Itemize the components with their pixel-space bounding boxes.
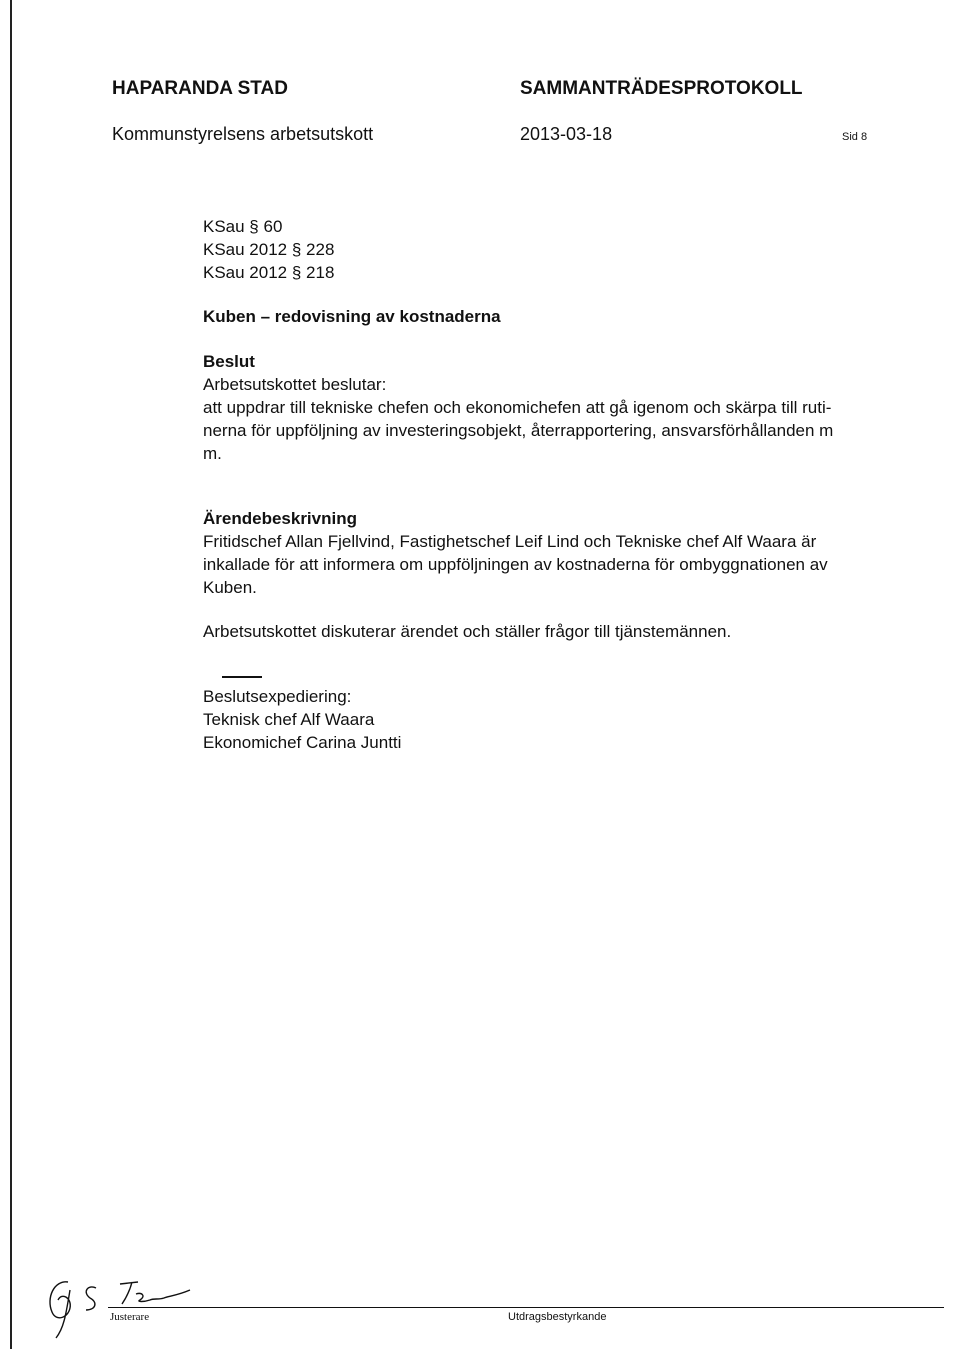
document-title: Kuben – redovisning av kostnaderna [203,307,501,326]
description-line-3: Kuben. [203,578,257,597]
description-line-1: Fritidschef Allan Fjellvind, Fastighetschef Leif Lind och Tekniske chef Alf Waara är [203,532,817,551]
discussion-text: Arbetsutskottet diskuterar ärendet och ställer frågor till tjänstemännen. [203,622,732,641]
reference-3: KSau 2012 § 218 [203,263,335,282]
utdragsbestyrkande-label: Utdragsbestyrkande [508,1311,607,1323]
decision-heading: Beslut [203,352,255,371]
description-heading: Ärendebeskrivning [203,509,357,528]
decision-line-3: m. [203,444,222,463]
organization-name: HAPARANDA STAD [112,78,288,99]
committee-name: Kommunstyrelsens arbetsutskott [112,124,374,144]
page-number: Sid 8 [842,131,868,143]
distribution-recipient-1: Teknisk chef Alf Waara [203,710,375,729]
decision-line-1: att uppdrar till tekniske chefen och ekonomichefen att gå igenom och skärpa till ruti- [203,398,832,417]
footer-rule [108,1307,944,1308]
justerare-label: Justerare [110,1311,150,1323]
section-divider [222,676,262,678]
document-type: SAMMANTRÄDESPROTOKOLL [520,78,803,99]
decision-intro: Arbetsutskottet beslutar: [203,375,387,394]
decision-line-2: nerna för uppföljning av investeringsobjekt, återrapportering, ansvarsförhållanden m [203,421,834,440]
reference-1: KSau § 60 [203,217,283,236]
distribution-heading: Beslutsexpediering: [203,687,352,706]
page-left-border [10,0,12,1349]
distribution-recipient-2: Ekonomichef Carina Juntti [203,733,402,752]
reference-2: KSau 2012 § 228 [203,240,335,259]
description-line-2: inkallade för att informera om uppföljningen av kostnaderna för ombyggnationen av [203,555,828,574]
meeting-date: 2013-03-18 [520,124,613,144]
